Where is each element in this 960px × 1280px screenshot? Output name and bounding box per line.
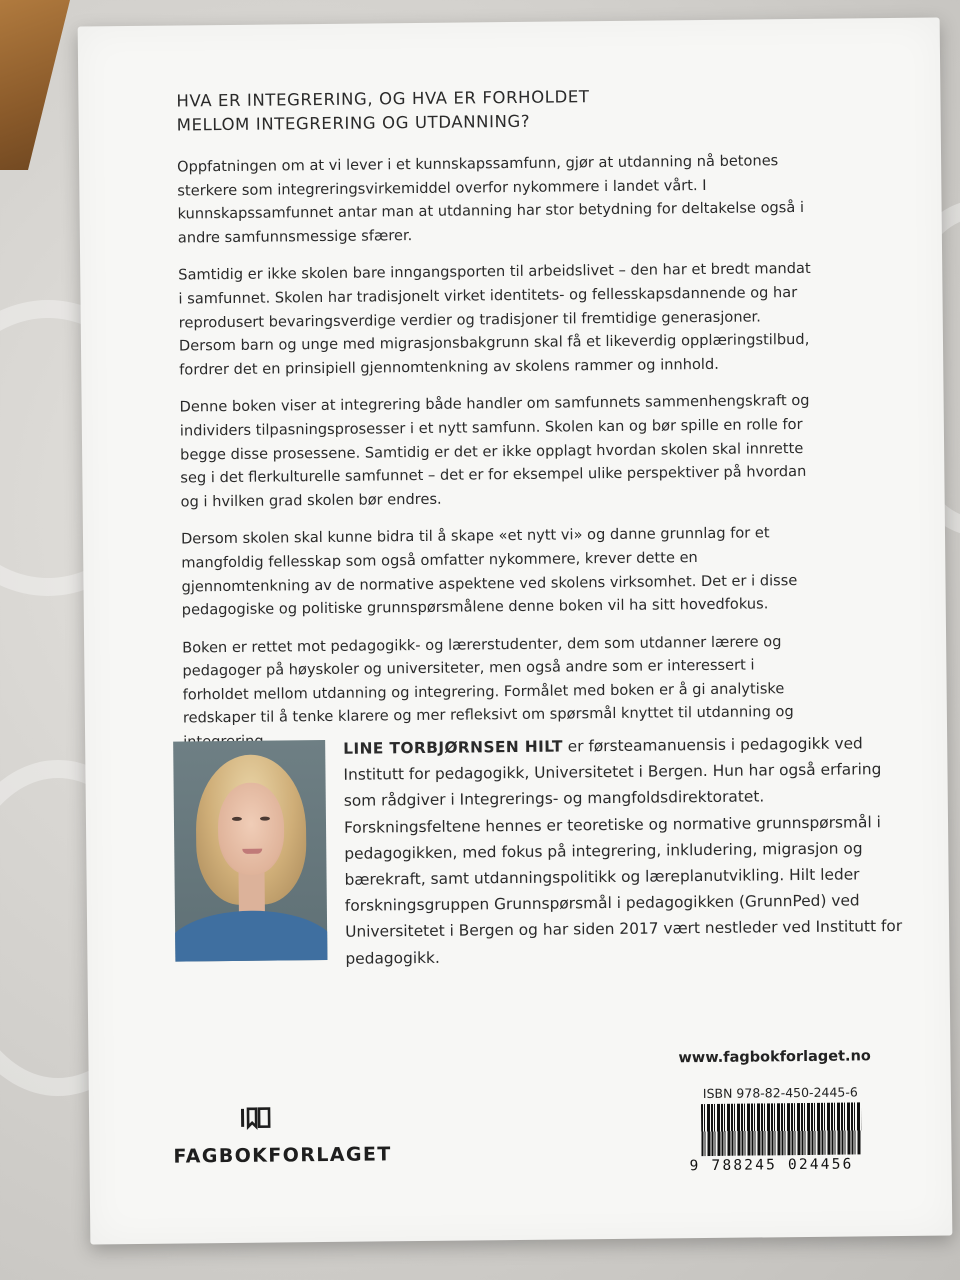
author-neck [238,869,264,913]
author-bio [343,730,905,972]
publisher-logo-icon [239,1105,275,1131]
author-face [218,782,285,875]
blurb-paragraph: Boken er rettet mot pedagogikk- og lærerstudenter, dem som utdanner lærere og pedagoger på høyskoler og universiteter, men også andre som er interessert i forholdet mellom utdanning og integrering. Formålet med boken er å gi analytiske redskaper til å tenke klarere og mer refleksivt om spørsmål knyttet til utdanning og [182,632,794,727]
author-bio-text: er førsteamanuensis i pedagogikk ved Institutt for pedagogikk, Universitetet i Bergen. Hun har også erfaring som rådgiver i Integrerings- og mangfoldsdirektoratet. Forskningsfeltene hennes er teoretiske og normative grunnspørsmål i pedagogikken, med fokus på integrering, inkludering, migrasjon og bærekraft, samt utdanningspolitikk og læreplanutvikling. Hilt leder forskningsgruppen Grunnspørsmål i pedagogikken (GrunnPed) ved Universitetet i Bergen og har siden 2017 vært nestleder ved Institutt for pedagogikk. [343,734,903,968]
mouth-icon [242,849,262,854]
blurb-paragraph: Dersom skolen skal kunne bidra til å skape «et nytt vi» og danne grunnlag for et mangfoldig fellesskap som også omfatter nykommere, krever dette en gjennomtenkning av de normative aspektene ved skolens virksomhet. Det er i disse pedagogiske og politiske grunnspørsmålene denne boken vil ha sitt hovedfokus. [180,524,798,619]
blurb-paragraph: Samtidig er ikke skolen bare inngangsporten til arbeidslivet – den har et bredt mandat i samfunnet. Skolen har tradisjonelt virket identitets- og fellesskapsdannende og har reprodusert bevaringsverdige verdier og tradisjoner til fremtidige generasjoner. Dersom barn og unge med migrasjonsbakgrunn skal få et likeverdig opplæringstilbud, fordrer det en prinsipiell gjennomtenkning av skolens rammer og innhold. [178,260,811,379]
publisher-website: www.fagbokforlaget.no [678,1048,871,1067]
wooden-floor-corner [0,0,70,170]
blurb [176,83,823,768]
eye-icon [260,817,270,821]
barcode-number: 9 788245 024456 [689,1156,854,1175]
isbn: ISBN 978-82-450-2445-6 [702,1084,858,1102]
eye-icon [232,817,242,821]
publisher-name: FAGBOKFORLAGET [173,1143,392,1168]
author-name: LINE TORBJØRNSEN HILT [343,737,563,758]
author-shirt [173,910,327,962]
title-line-2: MELLOM INTEGRERING OG UTDANNING? [176,111,531,135]
blurb-title [176,83,816,138]
book-back-cover [78,18,953,1245]
barcode [701,1102,862,1156]
author-photo [173,740,327,962]
blurb-paragraph: Denne boken viser at integrering både handler om samfunnets sammenhengskraft og individers tilpasningsprosesser i et nytt samfunn. Skolen kan og bør spille en rolle for begge disse prosessene. Samtidig er det er ikke opplagt hvordan skolen skal innrette seg i det flerkulturelle samfunnet – det er for eksempel ulike perspektiver på hvordan og i hvilken grad skolen bør endres. [179,392,810,511]
title-line-1: HVA ER INTEGRERING, OG HVA ER FORHOLDET [176,87,590,111]
blurb-paragraph: Oppfatningen om at vi lever i et kunnskapssamfunn, gjør at utdanning nå betones sterkere som integreringsvirkemiddel overfor nykommere i landet vårt. I kunnskapssamfunnet antar man at utdanning har stor betydning for deltakelse også i andre samfunnsmessige sfærer. [177,152,805,247]
